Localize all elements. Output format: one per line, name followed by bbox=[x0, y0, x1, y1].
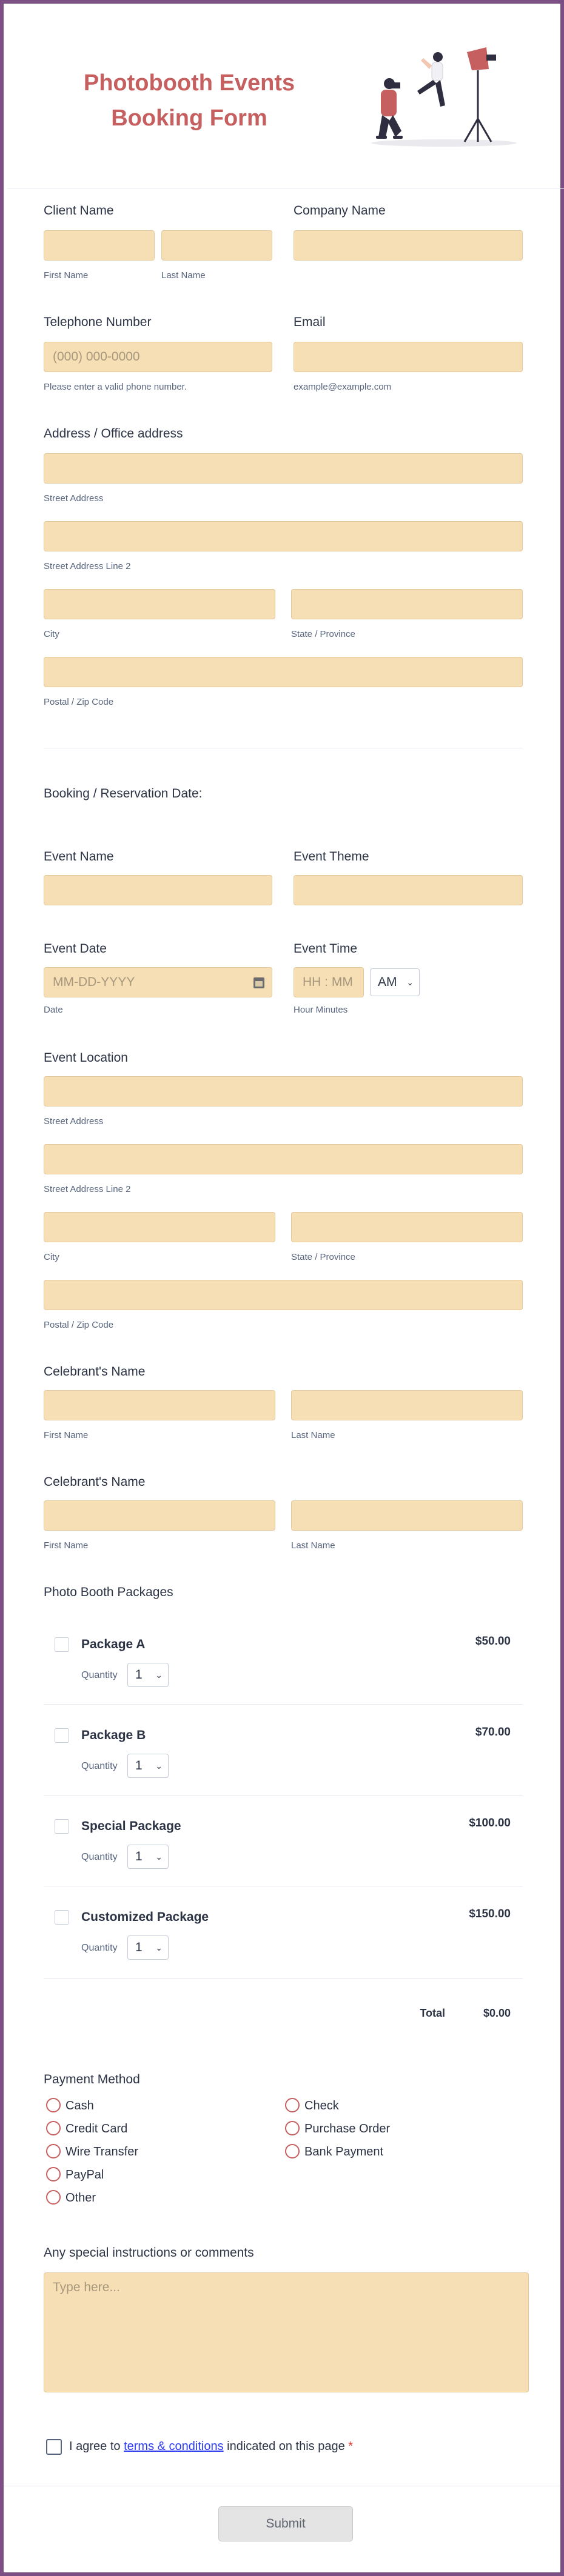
chevron-down-icon: ⌄ bbox=[155, 1670, 163, 1680]
customized-package-price: $150.00 bbox=[469, 1908, 511, 1920]
payment-method-label: Payment Method bbox=[44, 2072, 140, 2086]
company-name-label: Company Name bbox=[294, 204, 386, 218]
package-a-quantity-label: Quantity bbox=[81, 1670, 118, 1680]
package-b-price: $70.00 bbox=[475, 1726, 511, 1739]
event-date-input[interactable] bbox=[44, 967, 272, 997]
package-b-name: Package B bbox=[81, 1728, 146, 1742]
special-package-quantity-label: Quantity bbox=[81, 1852, 118, 1862]
ampm-select[interactable] bbox=[370, 968, 420, 996]
payment-cash-radio[interactable] bbox=[46, 2098, 61, 2112]
package-a-checkbox[interactable] bbox=[55, 1637, 69, 1652]
payment-wire-transfer-radio[interactable] bbox=[46, 2144, 61, 2158]
special-package-quantity-select[interactable] bbox=[127, 1845, 169, 1869]
telephone-label: Telephone Number bbox=[44, 315, 152, 329]
chevron-down-icon: ⌄ bbox=[155, 1761, 163, 1771]
terms-text bbox=[69, 2440, 353, 2454]
client-first-name-input[interactable] bbox=[44, 230, 155, 261]
package-a-price: $50.00 bbox=[475, 1635, 511, 1648]
customized-package-name: Customized Package bbox=[81, 1910, 209, 1924]
package-divider bbox=[44, 1795, 523, 1796]
packages-label: Photo Booth Packages bbox=[44, 1585, 173, 1599]
event-time-sublabel: Hour Minutes bbox=[294, 1005, 348, 1015]
terms-suffix: indicated on this page bbox=[223, 2440, 349, 2453]
celebrant-first-name-sublabel: First Name bbox=[44, 1430, 89, 1440]
payment-credit-card-radio[interactable] bbox=[46, 2121, 61, 2135]
payment-bank-payment-label[interactable]: Bank Payment bbox=[304, 2145, 384, 2158]
payment-other-label[interactable]: Other bbox=[65, 2191, 96, 2205]
celebrant-name-label: Celebrant's Name bbox=[44, 1365, 146, 1379]
event-theme-input[interactable] bbox=[294, 875, 523, 905]
package-a-name: Package A bbox=[81, 1637, 146, 1651]
terms-link[interactable]: terms & conditions bbox=[124, 2440, 224, 2453]
celebrant2-last-name-input[interactable] bbox=[291, 1500, 523, 1531]
email-hint: example@example.com bbox=[294, 382, 392, 392]
package-b-quantity-select[interactable] bbox=[127, 1754, 169, 1778]
customized-package-checkbox[interactable] bbox=[55, 1910, 69, 1925]
chevron-down-icon: ⌄ bbox=[155, 1852, 163, 1862]
address-state-input[interactable] bbox=[291, 589, 523, 619]
payment-credit-card-label[interactable]: Credit Card bbox=[65, 2122, 128, 2135]
address-state-sublabel: State / Province bbox=[291, 629, 355, 639]
booking-heading: Booking / Reservation Date: bbox=[44, 787, 203, 800]
total-value: $0.00 bbox=[483, 2007, 511, 2019]
email-input[interactable] bbox=[294, 342, 523, 372]
telephone-input[interactable]: (000) 000-0000 bbox=[44, 342, 272, 372]
location-city-input[interactable] bbox=[44, 1212, 275, 1242]
special-package-price: $100.00 bbox=[469, 1817, 511, 1829]
chevron-down-icon: ⌄ bbox=[406, 977, 414, 987]
form-title: Photobooth Events Booking Form bbox=[83, 70, 295, 131]
celebrant-last-name-input[interactable] bbox=[291, 1390, 523, 1420]
event-time-input[interactable]: HH : MM bbox=[294, 967, 364, 997]
client-first-name-sublabel: First Name bbox=[44, 270, 89, 281]
address-city-input[interactable] bbox=[44, 589, 275, 619]
address-street2-sublabel: Street Address Line 2 bbox=[44, 561, 131, 571]
event-location-label: Event Location bbox=[44, 1051, 128, 1065]
client-name-label: Client Name bbox=[44, 204, 114, 218]
package-a-quantity-value: 1 bbox=[135, 1668, 143, 1682]
payment-purchase-order-label[interactable]: Purchase Order bbox=[304, 2122, 391, 2135]
location-postal-input[interactable] bbox=[44, 1280, 523, 1310]
telephone-hint: Please enter a valid phone number. bbox=[44, 382, 187, 392]
special-package-name: Special Package bbox=[81, 1819, 181, 1833]
celebrant-first-name-input[interactable] bbox=[44, 1390, 275, 1420]
customized-package-quantity-value: 1 bbox=[135, 1940, 143, 1954]
special-package-checkbox[interactable] bbox=[55, 1819, 69, 1834]
location-state-sublabel: State / Province bbox=[291, 1252, 355, 1262]
package-a-quantity-select[interactable] bbox=[127, 1663, 169, 1687]
required-asterisk: * bbox=[348, 2440, 354, 2453]
payment-paypal-radio[interactable] bbox=[46, 2167, 61, 2182]
payment-purchase-order-radio[interactable] bbox=[285, 2121, 300, 2135]
event-date-label: Event Date bbox=[44, 942, 107, 956]
event-name-input[interactable] bbox=[44, 875, 272, 905]
chevron-down-icon: ⌄ bbox=[155, 1943, 163, 1952]
payment-wire-transfer-label[interactable]: Wire Transfer bbox=[65, 2145, 139, 2158]
payment-bank-payment-radio[interactable] bbox=[285, 2144, 300, 2158]
location-street2-input[interactable] bbox=[44, 1144, 523, 1174]
address-city-sublabel: City bbox=[44, 629, 59, 639]
ampm-value: AM bbox=[378, 975, 397, 989]
celebrant2-first-name-sublabel: First Name bbox=[44, 1540, 89, 1551]
address-street-input[interactable] bbox=[44, 453, 523, 484]
terms-prefix: I agree to bbox=[69, 2440, 124, 2453]
address-label: Address / Office address bbox=[44, 427, 183, 441]
event-theme-label: Event Theme bbox=[294, 850, 369, 864]
celebrant-last-name-sublabel: Last Name bbox=[291, 1430, 335, 1440]
submit-button[interactable]: Submit bbox=[218, 2506, 353, 2541]
payment-check-radio[interactable] bbox=[285, 2098, 300, 2112]
address-street-sublabel: Street Address bbox=[44, 493, 104, 504]
client-last-name-sublabel: Last Name bbox=[161, 270, 206, 281]
celebrant-name-label-2: Celebrant's Name bbox=[44, 1475, 146, 1489]
location-street-input[interactable] bbox=[44, 1076, 523, 1107]
comments-textarea[interactable]: Type here... bbox=[44, 2272, 529, 2392]
address-postal-input[interactable] bbox=[44, 657, 523, 687]
client-last-name-input[interactable] bbox=[161, 230, 272, 261]
location-city-sublabel: City bbox=[44, 1252, 59, 1262]
package-b-quantity-value: 1 bbox=[135, 1759, 143, 1772]
form-header bbox=[7, 7, 564, 189]
location-state-input[interactable] bbox=[291, 1212, 523, 1242]
calendar-icon[interactable] bbox=[253, 977, 264, 988]
address-postal-sublabel: Postal / Zip Code bbox=[44, 697, 114, 707]
event-name-label: Event Name bbox=[44, 850, 114, 864]
payment-check-label[interactable]: Check bbox=[304, 2099, 339, 2112]
package-b-checkbox[interactable] bbox=[55, 1728, 69, 1743]
event-time-label: Event Time bbox=[294, 942, 358, 956]
package-b-quantity-label: Quantity bbox=[81, 1761, 118, 1771]
package-divider bbox=[44, 1704, 523, 1705]
payment-paypal-label[interactable]: PayPal bbox=[65, 2168, 104, 2182]
celebrant2-last-name-sublabel: Last Name bbox=[291, 1540, 335, 1551]
payment-cash-label[interactable]: Cash bbox=[65, 2099, 94, 2112]
special-package-quantity-value: 1 bbox=[135, 1849, 143, 1863]
location-postal-sublabel: Postal / Zip Code bbox=[44, 1320, 114, 1330]
customized-package-quantity-label: Quantity bbox=[81, 1943, 118, 1953]
terms-checkbox[interactable] bbox=[46, 2439, 62, 2455]
event-date-placeholder: MM-DD-YYYY bbox=[53, 975, 135, 989]
company-name-input[interactable] bbox=[294, 230, 523, 261]
location-street-sublabel: Street Address bbox=[44, 1116, 104, 1127]
package-divider bbox=[44, 1978, 523, 1979]
celebrant2-first-name-input[interactable] bbox=[44, 1500, 275, 1531]
comments-label: Any special instructions or comments bbox=[44, 2246, 254, 2260]
payment-other-radio[interactable] bbox=[46, 2190, 61, 2205]
address-street2-input[interactable] bbox=[44, 521, 523, 551]
location-street2-sublabel: Street Address Line 2 bbox=[44, 1184, 131, 1194]
customized-package-quantity-select[interactable] bbox=[127, 1935, 169, 1960]
email-label: Email bbox=[294, 315, 326, 329]
photographer-illustration bbox=[365, 46, 523, 149]
total-label: Total bbox=[420, 2007, 445, 2019]
event-date-sublabel: Date bbox=[44, 1005, 63, 1015]
